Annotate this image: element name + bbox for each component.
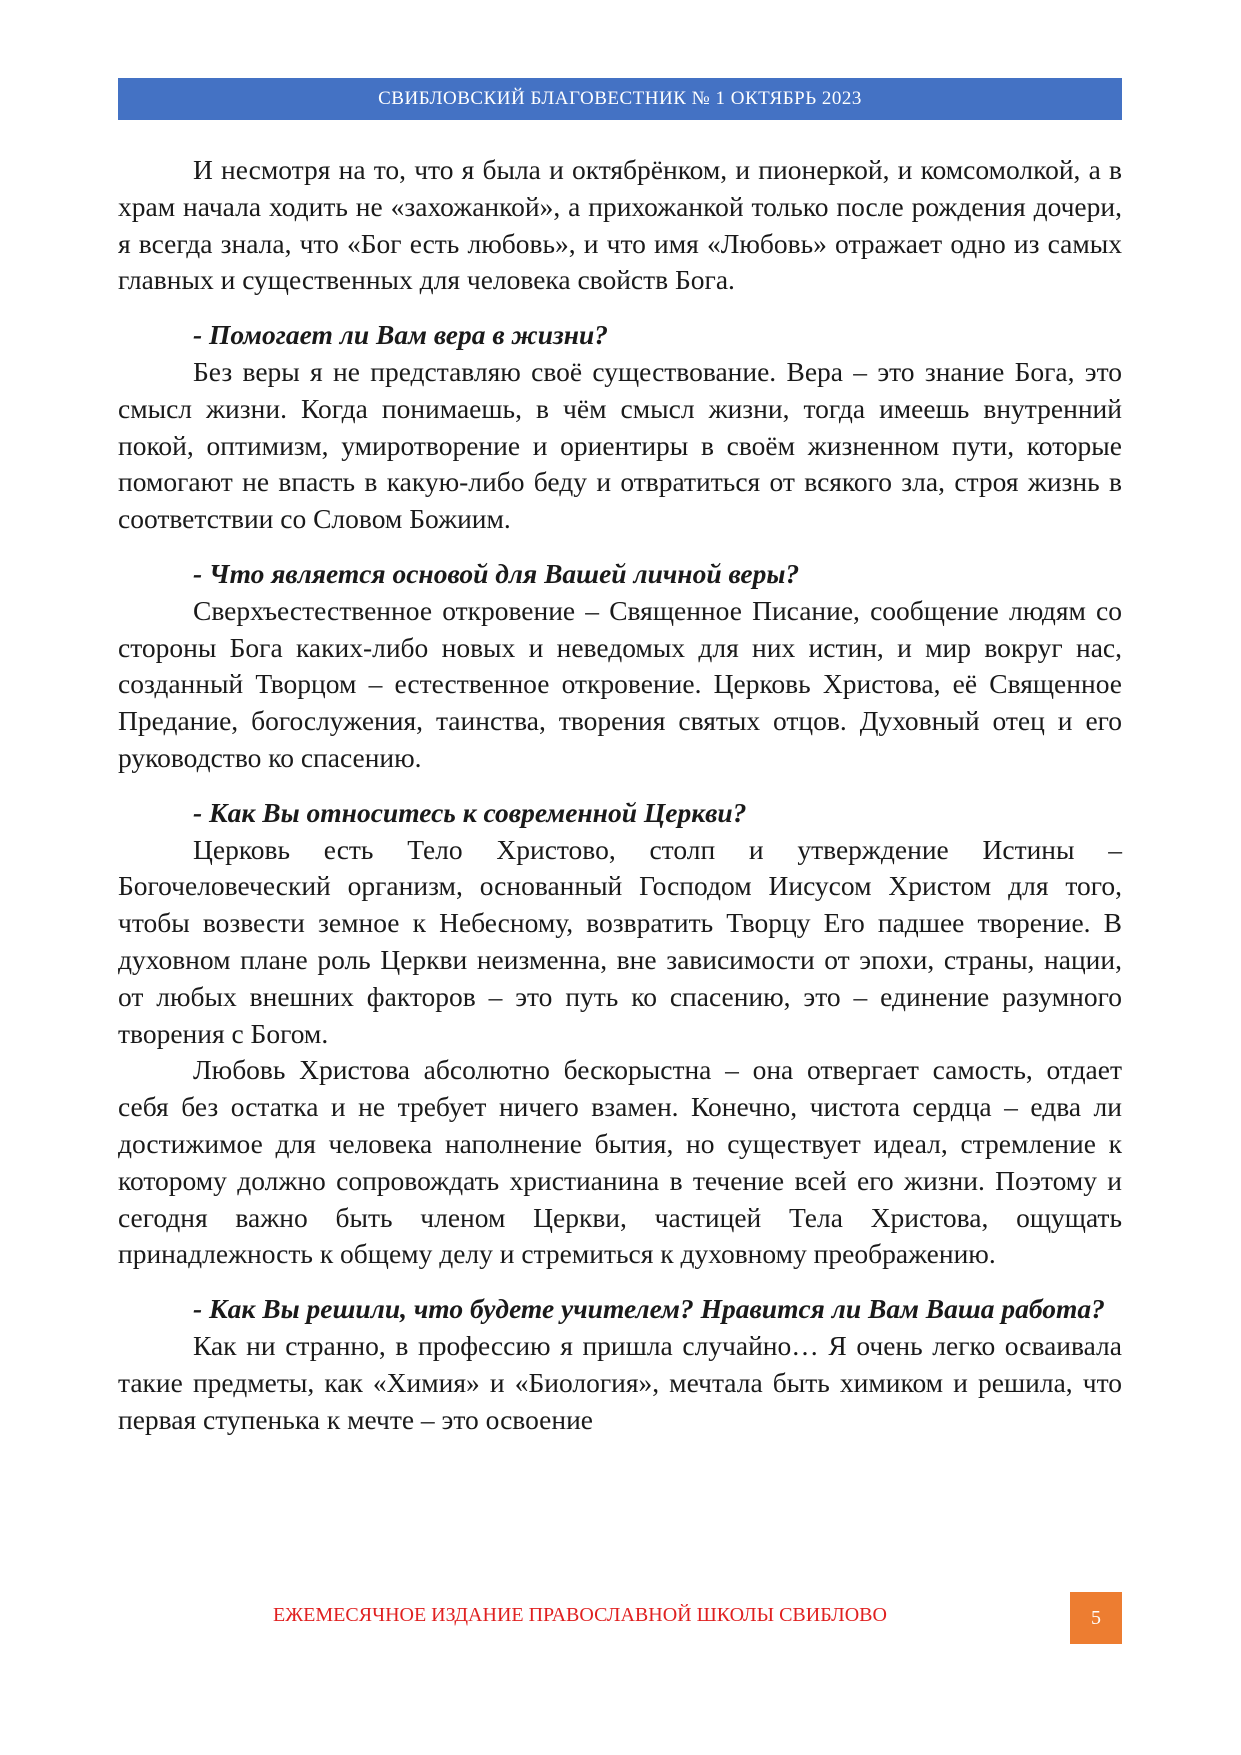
body-paragraph: Как ни странно, в профессию я пришла случайно… Я очень легко осваивала такие предметы, как «Химия» и «Биология», мечтала быть химиком и решила, что первая ступенька к мечте – это освоение (118, 1329, 1122, 1435)
footer-publication-text: ЕЖЕМЕСЯЧНОЕ ИЗДАНИЕ ПРАВОСЛАВНОЙ ШКОЛЫ СВИБЛОВО (273, 1604, 887, 1626)
page-header (118, 78, 1122, 120)
interview-question: - Помогает ли Вам вера в жизни? (193, 319, 609, 351)
page-number: 5 (1070, 1592, 1122, 1644)
body-paragraph: И несмотря на то, что я была и октябрёнком, и пионеркой, и комсомолкой, а в храм начала ходить не «захожанкой», а прихожанкой только после рождения дочери, я всегда знала, что «Бог есть любовь», и что имя «Любовь» отражает одно из самых главных и существенных для человека свойств Бога. (118, 154, 1122, 296)
header-title: СВИБЛОВСКИЙ БЛАГОВЕСТНИК № 1 ОКТЯБРЬ 2023 (378, 88, 862, 109)
interview-question: - Что является основой для Вашей личной веры? (193, 557, 800, 589)
page-footer (118, 1592, 1122, 1644)
body-paragraph: Без веры я не представляю своё существование. Вера – это знание Бога, это смысл жизни. Когда понимаешь, в чём смысл жизни, тогда имеешь внутренний покой, оптимизм, умиротворение и ориентиры в своём жизненном пути, которые помогают не впасть в какую-либо беду и отвратиться от всякого зла, строя жизнь в соответствии со Словом Божиим. (118, 355, 1122, 535)
interview-question: - Как Вы относитесь к современной Церкви? (193, 796, 747, 828)
body-paragraph: Любовь Христова абсолютно бескорыстна – она отвергает самость, отдает себя без остатка и не требует ничего взамен. Конечно, чистота сердца – едва ли достижимое для человека наполнение бытия, но существует идеал, стремление к которому должно сопровождать христианина в течение всей его жизни. Поэтому и сегодня важно быть членом Церкви, частицей Тела Христова, ощущать принадлежность к общему делу и стремиться к духовному преображению. (118, 1054, 1122, 1270)
body-paragraph: Церковь есть Тело Христово, столп и утверждение Истины – Богочеловеческий организм, основанный Господом Иисусом Христом для того, чтобы возвести земное к Небесному, возвратить Творцу Его падшее творение. В духовном плане роль Церкви неизменна, вне зависимости от эпохи, страны, нации, от любых внешних факторов – это путь ко спасению, это – единение разумного творения с Богом. (118, 833, 1122, 1049)
body-paragraph: Сверхъестественное откровение – Священное Писание, сообщение людям со стороны Бога каких-либо новых и неведомых для них истин, и мир вокруг нас, созданный Творцом – естественное откровение. Церковь Христова, её Священное Предание, богослужения, таинства, творения святых отцов. Духовный отец и его руководство ко спасению. (118, 594, 1122, 773)
interview-question: - Как Вы решили, что будете учителем? Нравится ли Вам Ваша работа? (193, 1293, 1105, 1325)
article-body (118, 152, 1122, 1438)
